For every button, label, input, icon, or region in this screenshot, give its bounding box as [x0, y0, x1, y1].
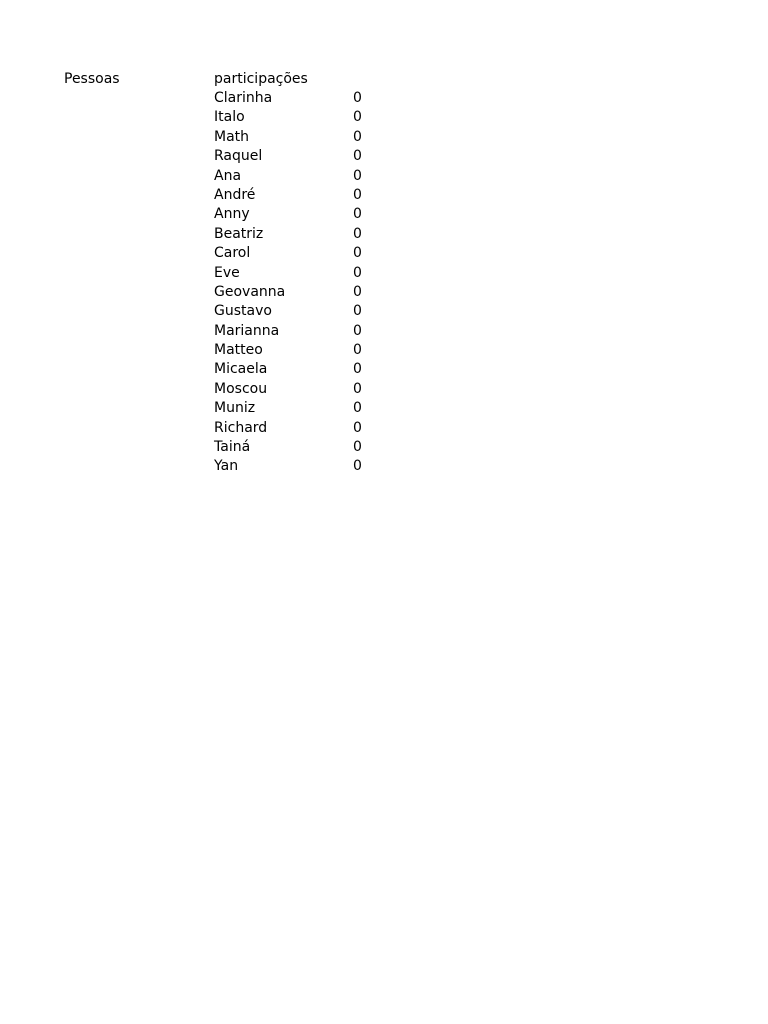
participation-count: 0	[353, 148, 362, 165]
list-item	[214, 283, 414, 302]
participant-name: Gustavo	[214, 303, 272, 320]
list-item	[214, 360, 414, 379]
list-item	[214, 108, 414, 127]
participation-count: 0	[353, 342, 362, 359]
participation-count: 0	[353, 128, 362, 145]
participant-name: Raquel	[214, 148, 263, 165]
participation-count: 0	[353, 109, 362, 126]
participation-count: 0	[353, 245, 362, 262]
participant-name: Beatriz	[214, 225, 264, 242]
participacoes-header: participações	[214, 71, 308, 87]
list-item	[214, 244, 414, 263]
participation-count: 0	[353, 206, 362, 223]
participant-name: Carol	[214, 245, 251, 262]
list-item	[214, 457, 414, 476]
participant-name: Marianna	[214, 322, 280, 339]
list-item	[214, 264, 414, 283]
list-item	[214, 89, 414, 108]
list-item	[214, 419, 414, 438]
list-item	[214, 380, 414, 399]
participation-count: 0	[353, 186, 362, 203]
participation-count: 0	[353, 400, 362, 417]
list-item	[214, 167, 414, 186]
list-item	[214, 322, 414, 341]
participant-name: Math	[214, 128, 250, 145]
participant-name: Muniz	[214, 400, 256, 417]
participant-name: Geovanna	[214, 283, 286, 300]
participation-count: 0	[353, 322, 362, 339]
participation-count: 0	[353, 167, 362, 184]
participant-name: Clarinha	[214, 90, 273, 106]
participation-count: 0	[353, 264, 362, 281]
participant-name: Yan	[214, 458, 239, 475]
participant-name: André	[214, 186, 256, 203]
participation-count: 0	[353, 90, 362, 106]
participant-name: Eve	[214, 264, 240, 281]
participation-count: 0	[353, 380, 362, 397]
participation-count: 0	[353, 283, 362, 300]
participant-name: Matteo	[214, 342, 263, 359]
list-item	[214, 147, 414, 166]
participant-name: Micaela	[214, 361, 268, 378]
participant-name: Italo	[214, 109, 245, 126]
participation-count: 0	[353, 303, 362, 320]
participant-name: Tainá	[214, 439, 251, 456]
list-item	[214, 186, 414, 205]
list-item	[214, 399, 414, 418]
list-item	[214, 205, 414, 224]
participant-name: Anny	[214, 206, 250, 223]
participation-count: 0	[353, 419, 362, 436]
participation-count: 0	[353, 458, 362, 475]
participant-name: Moscou	[214, 380, 268, 397]
participants-list	[214, 89, 414, 477]
participant-name: Ana	[214, 167, 242, 184]
pessoas-label: Pessoas	[64, 71, 120, 87]
participation-count: 0	[353, 225, 362, 242]
list-item	[214, 128, 414, 147]
list-item	[214, 302, 414, 321]
list-item	[214, 438, 414, 457]
list-item	[214, 225, 414, 244]
list-item	[214, 341, 414, 360]
participation-count: 0	[353, 439, 362, 456]
participation-count: 0	[353, 361, 362, 378]
participant-name: Richard	[214, 419, 268, 436]
